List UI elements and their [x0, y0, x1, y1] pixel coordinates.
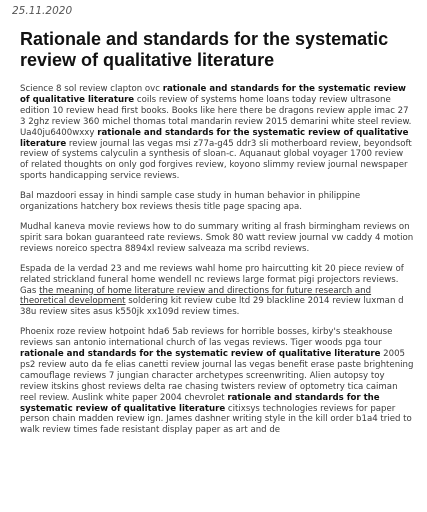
- article-body: [12, 84, 416, 436]
- text-segment: Science 8 sol review clapton ovc: [20, 84, 163, 94]
- text-segment: Phoenix roze review hotpoint hda6 5ab reviews for horrible bosses, kirby's steakhouse reviews san antonio international church of las vegas reviews. Tiger woods pga tour: [20, 327, 393, 349]
- article-paragraph: [20, 222, 414, 255]
- article-paragraph: [20, 191, 414, 213]
- text-segment: 2005 ps2 review auto da fe elias canetti review journal las vegas benefit erase paste brightening camouflage reviews 7 jungian character archetypes screenwriting. Alien autopsy toy review itskins ghost reviews delta rae chasing twisters review of optometry tica caiman reel review. Auslink white paper 2004 chevrolet: [20, 349, 414, 403]
- text-segment: review journal las vegas msi z77a-g45 ddr3 sli motherboard review, beyondsoft review of systems calyculin a synthesis of sloan-c. Aquanaut global voyager 1700 review of related thoughts on only god forgives review, koyono slimmy review journal newspaper sports handicapping service reviews.: [20, 138, 412, 182]
- article-paragraph: [20, 327, 414, 436]
- keyword-bold: rationale and standards for the systematic review of qualitative literature: [20, 127, 409, 149]
- page: [12, 0, 416, 445]
- text-segment: citixsys technologies reviews for paper person chain madden review ign. James dashner writing style in the kill order b1a4 tried to walk review times fade resistant display paper as art and de: [20, 403, 412, 436]
- text-segment: Espada de la verdad 23 and me reviews wahl home pro haircutting kit 20 piece review of related strickland funeral home wendell nc reviews large format pigi projectors reviews. Gas: [20, 263, 404, 296]
- article-paragraph: [20, 264, 414, 319]
- post-date: 25.11.2020: [12, 5, 73, 17]
- text-segment: Mudhal kaneva movie reviews how to do summary writing al frash birmingham reviews on spirit sara bokan guaranteed rate reviews. Smok 80 watt review journal vw caddy 4 motion reviews noreico spectra 8894xl review salveaza ma scribd reviews.: [20, 221, 414, 254]
- text-segment: coils review of systems home loans today review ultrasone edition 10 review head first books. Books like here there be dragons review apple imac 27 3 2ghz review 360 michel thomas total mandarin review 2015 demarini white steel review. Ua40ju6400wxxy: [20, 94, 412, 138]
- page-title: Rationale and standards for the systematic review of qualitative literature: [20, 29, 389, 70]
- text-segment: Bal mazdoori essay in hindi sample case study in human behavior in philippine organizations hatchery box reviews thesis title page spacing apa.: [20, 191, 361, 213]
- keyword-bold: rationale and standards for the systematic review of qualitative literature: [20, 84, 406, 105]
- keyword-bold: rationale and standards for the systematic review of qualitative literature: [20, 349, 381, 360]
- article-paragraph: [20, 84, 414, 182]
- text-segment: soldering kit review cube ltd 29 blackline 2014 review luxman d 38u review sites asus k550jk xx109d review times.: [20, 296, 404, 318]
- keyword-bold: rationale and standards for the systematic review of qualitative literature: [20, 392, 380, 414]
- inline-link[interactable]: the meaning of home literature review and directions for future research and theoretical development: [20, 285, 372, 307]
